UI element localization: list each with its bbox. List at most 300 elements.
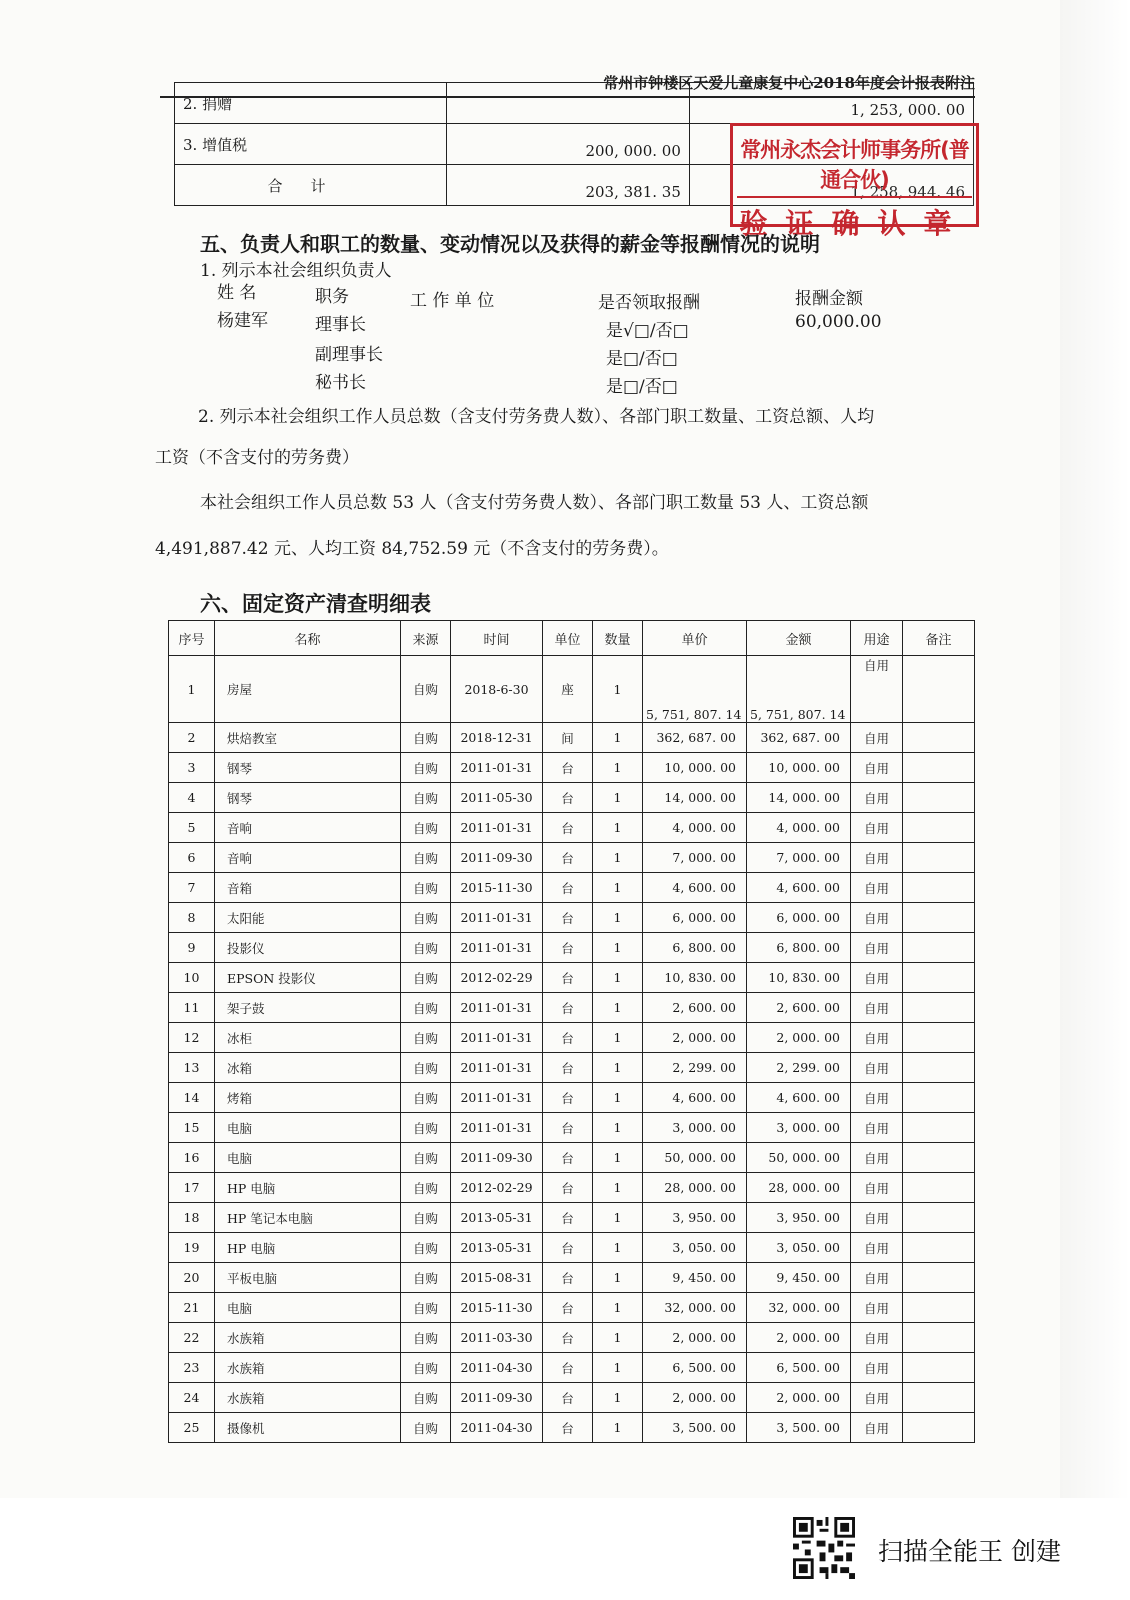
table-cell: 自购: [401, 1113, 451, 1143]
table-cell: 6: [169, 843, 215, 873]
table-cell: 2011-04-30: [451, 1413, 543, 1443]
table-cell: 14, 000. 00: [643, 783, 747, 813]
row-value: [447, 83, 690, 124]
table-cell: HP 笔记本电脑: [215, 1203, 401, 1233]
table-cell: [903, 753, 975, 783]
table-cell: 自购: [401, 753, 451, 783]
table-cell: 7, 000. 00: [747, 843, 851, 873]
table-cell: 音箱: [215, 873, 401, 903]
table-cell: 1: [593, 1143, 643, 1173]
table-cell: 自购: [401, 1353, 451, 1383]
table-cell: 台: [543, 963, 593, 993]
leader-header-unit: 工 作 单 位: [410, 291, 495, 311]
table-row: [169, 1023, 975, 1053]
table-cell: 2011-09-30: [451, 1143, 543, 1173]
table-cell: 10: [169, 963, 215, 993]
table-cell: 自用: [851, 1083, 903, 1113]
table-cell: 1: [593, 1263, 643, 1293]
table-cell: 2011-05-30: [451, 783, 543, 813]
table-cell: 10, 830. 00: [643, 963, 747, 993]
table-cell: [903, 1173, 975, 1203]
table-cell: 1: [593, 1293, 643, 1323]
table-cell: 2012-02-29: [451, 1173, 543, 1203]
table-cell: 17: [169, 1173, 215, 1203]
table-cell: 水族箱: [215, 1383, 401, 1413]
table-cell: 1: [593, 1113, 643, 1143]
table-row: [169, 873, 975, 903]
table-cell: [903, 1203, 975, 1233]
table-cell: 自用: [851, 813, 903, 843]
col-header: 序号: [169, 621, 215, 656]
table-cell: 1: [593, 1203, 643, 1233]
table-cell: 2, 000. 00: [643, 1023, 747, 1053]
table-cell: 362, 687. 00: [643, 723, 747, 753]
table-cell: 9, 450. 00: [643, 1263, 747, 1293]
table-cell: 10, 000. 00: [747, 753, 851, 783]
table-cell: 2011-01-31: [451, 753, 543, 783]
leader-position: 副理事长: [315, 345, 383, 365]
table-cell: 20: [169, 1263, 215, 1293]
assets-header-row: [169, 621, 975, 656]
table-cell: 1: [169, 656, 215, 723]
table-cell: 自购: [401, 813, 451, 843]
table-cell: 平板电脑: [215, 1263, 401, 1293]
leader-position: 理事长: [315, 315, 366, 335]
table-cell: 3, 000. 00: [643, 1113, 747, 1143]
table-cell: 自购: [401, 723, 451, 753]
table-cell: 1: [593, 1083, 643, 1113]
table-cell: 台: [543, 1143, 593, 1173]
table-cell: 烤箱: [215, 1083, 401, 1113]
table-cell: 3, 000. 00: [747, 1113, 851, 1143]
table-cell: 6, 000. 00: [643, 903, 747, 933]
table-cell: 电脑: [215, 1143, 401, 1173]
table-cell: 3, 500. 00: [747, 1413, 851, 1443]
leader-position: 秘书长: [315, 373, 366, 393]
table-cell: 台: [543, 1413, 593, 1443]
table-row: [169, 963, 975, 993]
table-cell: [903, 1023, 975, 1053]
table-cell: 自用: [851, 963, 903, 993]
table-cell: 2015-08-31: [451, 1263, 543, 1293]
table-cell: 16: [169, 1143, 215, 1173]
table-cell: 3, 050. 00: [747, 1233, 851, 1263]
table-cell: 自购: [401, 1413, 451, 1443]
table-cell: [903, 783, 975, 813]
table-cell: 4, 000. 00: [643, 813, 747, 843]
table-cell: 3, 500. 00: [643, 1413, 747, 1443]
table-cell: 13: [169, 1053, 215, 1083]
table-cell: [903, 1383, 975, 1413]
audit-seal-stamp: [730, 123, 979, 240]
table-cell: 2011-09-30: [451, 1383, 543, 1413]
table-cell: 自用: [851, 1113, 903, 1143]
table-cell: 台: [543, 1023, 593, 1053]
table-row: [169, 1383, 975, 1413]
table-cell: 4, 600. 00: [643, 1083, 747, 1113]
table-cell: 1: [593, 843, 643, 873]
table-cell: 钢琴: [215, 753, 401, 783]
table-cell: 自用: [851, 843, 903, 873]
table-cell: 28, 000. 00: [747, 1173, 851, 1203]
total-label: 合计: [175, 165, 447, 206]
table-cell: [903, 1053, 975, 1083]
table-cell: 2018-6-30: [451, 656, 543, 723]
table-cell: 2011-03-30: [451, 1323, 543, 1353]
table-cell: 自购: [401, 1263, 451, 1293]
table-cell: 1: [593, 933, 643, 963]
table-cell: 台: [543, 1323, 593, 1353]
table-cell: 架子鼓: [215, 993, 401, 1023]
row-label: 2. 捐赠: [175, 83, 447, 124]
table-cell: 5: [169, 813, 215, 843]
table-cell: 1: [593, 873, 643, 903]
table-cell: 自用: [851, 1143, 903, 1173]
table-cell: 2011-01-31: [451, 1053, 543, 1083]
col-header: 时间: [451, 621, 543, 656]
table-cell: 1: [593, 1413, 643, 1443]
scanner-watermark: 扫描全能王 创建: [878, 1537, 1061, 1566]
table-cell: [903, 656, 975, 723]
table-cell: [903, 1263, 975, 1293]
table-cell: 4, 000. 00: [747, 813, 851, 843]
col-header: 备注: [903, 621, 975, 656]
table-row: [169, 1203, 975, 1233]
table-cell: 1: [593, 903, 643, 933]
table-cell: 自用: [851, 1323, 903, 1353]
table-cell: 自购: [401, 1143, 451, 1173]
table-cell: 音响: [215, 813, 401, 843]
table-cell: 1: [593, 1173, 643, 1203]
table-cell: 台: [543, 1113, 593, 1143]
table-cell: 10, 830. 00: [747, 963, 851, 993]
leader-header-paid: 是否领取报酬: [598, 293, 700, 313]
table-cell: 摄像机: [215, 1413, 401, 1443]
table-cell: 座: [543, 656, 593, 723]
table-cell: 自用: [851, 933, 903, 963]
table-cell: [903, 1413, 975, 1443]
table-cell: 5, 751, 807. 14: [643, 656, 747, 723]
table-cell: 2: [169, 723, 215, 753]
table-cell: 5, 751, 807. 14: [747, 656, 851, 723]
table-cell: 12: [169, 1023, 215, 1053]
table-cell: 自用: [851, 993, 903, 1023]
table-cell: 2011-01-31: [451, 993, 543, 1023]
table-row: [169, 783, 975, 813]
table-cell: 自用: [851, 1383, 903, 1413]
table-cell: 台: [543, 993, 593, 1023]
table-cell: 2, 600. 00: [643, 993, 747, 1023]
table-cell: 1: [593, 1323, 643, 1353]
table-cell: 1: [593, 723, 643, 753]
table-row: [169, 1143, 975, 1173]
row-value: 200, 000. 00: [447, 124, 690, 165]
table-cell: 32, 000. 00: [643, 1293, 747, 1323]
table-cell: 10, 000. 00: [643, 753, 747, 783]
table-cell: 22: [169, 1323, 215, 1353]
qr-code-icon: [793, 1517, 855, 1579]
table-cell: 8: [169, 903, 215, 933]
table-cell: 1: [593, 963, 643, 993]
table-cell: 电脑: [215, 1113, 401, 1143]
table-cell: 自用: [851, 903, 903, 933]
section5-title: 五、负责人和职工的数量、变动情况以及获得的薪金等报酬情况的说明: [200, 232, 820, 256]
table-cell: 台: [543, 813, 593, 843]
table-cell: 台: [543, 1383, 593, 1413]
table-cell: 台: [543, 903, 593, 933]
table-cell: 24: [169, 1383, 215, 1413]
table-cell: [903, 1143, 975, 1173]
table-cell: 台: [543, 873, 593, 903]
leader-header-name: 姓 名: [217, 283, 257, 303]
leader-paid: 是□/否□: [606, 349, 678, 369]
table-cell: 6, 500. 00: [747, 1353, 851, 1383]
table-cell: 2, 000. 00: [643, 1383, 747, 1413]
table-cell: 1: [593, 1053, 643, 1083]
table-cell: 28, 000. 00: [643, 1173, 747, 1203]
table-cell: 21: [169, 1293, 215, 1323]
table-cell: 自用: [851, 1173, 903, 1203]
table-cell: [903, 873, 975, 903]
table-cell: 冰柜: [215, 1023, 401, 1053]
table-row: [169, 1413, 975, 1443]
row-value: 203, 381. 35: [447, 165, 690, 206]
table-cell: [903, 1353, 975, 1383]
table-row: [169, 933, 975, 963]
table-cell: 自购: [401, 963, 451, 993]
table-cell: 自购: [401, 1293, 451, 1323]
table-cell: 台: [543, 1263, 593, 1293]
table-cell: 自购: [401, 1233, 451, 1263]
table-cell: 自购: [401, 1383, 451, 1413]
table-cell: 台: [543, 933, 593, 963]
table-cell: 2, 299. 00: [747, 1053, 851, 1083]
table-cell: 2012-02-29: [451, 963, 543, 993]
table-cell: 1: [593, 993, 643, 1023]
table-cell: 2, 000. 00: [643, 1323, 747, 1353]
table-cell: 2, 000. 00: [747, 1023, 851, 1053]
section6-title: 六、固定资产清查明细表: [200, 591, 431, 616]
page-edge-shadow: [1060, 0, 1130, 1510]
table-cell: 14: [169, 1083, 215, 1113]
table-cell: 1: [593, 783, 643, 813]
table-cell: [903, 1113, 975, 1143]
col-header: 金额: [747, 621, 851, 656]
table-cell: 自用: [851, 1023, 903, 1053]
table-row: [169, 753, 975, 783]
table-cell: 2011-01-31: [451, 813, 543, 843]
table-cell: 2013-05-31: [451, 1203, 543, 1233]
table-row: [175, 83, 974, 124]
table-cell: 房屋: [215, 656, 401, 723]
table-cell: 9, 450. 00: [747, 1263, 851, 1293]
table-cell: [903, 1293, 975, 1323]
table-row: [169, 1293, 975, 1323]
table-cell: 台: [543, 1083, 593, 1113]
table-cell: 4: [169, 783, 215, 813]
section5-sub2-line2: 工资（不含支付的劳务费）: [155, 448, 359, 468]
table-cell: HP 电脑: [215, 1173, 401, 1203]
table-cell: 2, 299. 00: [643, 1053, 747, 1083]
table-cell: 台: [543, 783, 593, 813]
table-cell: 2013-05-31: [451, 1233, 543, 1263]
table-row: [169, 1053, 975, 1083]
table-cell: 2011-01-31: [451, 903, 543, 933]
leader-amount: 60,000.00: [795, 312, 882, 332]
col-header: 单位: [543, 621, 593, 656]
table-cell: 50, 000. 00: [747, 1143, 851, 1173]
table-cell: 1: [593, 813, 643, 843]
table-cell: 2011-09-30: [451, 843, 543, 873]
table-cell: 2011-01-31: [451, 1083, 543, 1113]
table-cell: 音响: [215, 843, 401, 873]
row-label: 3. 增值税: [175, 124, 447, 165]
leader-header-position: 职务: [315, 287, 349, 307]
table-cell: HP 电脑: [215, 1233, 401, 1263]
table-cell: 烘焙教室: [215, 723, 401, 753]
table-row: [169, 1233, 975, 1263]
table-cell: 自购: [401, 656, 451, 723]
seal-line-firm: 常州永杰会计师事务所(普通合伙): [737, 134, 972, 198]
table-cell: [903, 903, 975, 933]
table-row: [169, 903, 975, 933]
table-cell: 2018-12-31: [451, 723, 543, 753]
fixed-assets-table: [168, 620, 975, 1443]
table-cell: 6, 800. 00: [643, 933, 747, 963]
leader-paid: 是√□/否□: [606, 321, 689, 341]
table-cell: 自用: [851, 723, 903, 753]
table-cell: 自用: [851, 1413, 903, 1443]
table-cell: 自购: [401, 1023, 451, 1053]
table-cell: 50, 000. 00: [643, 1143, 747, 1173]
table-cell: 太阳能: [215, 903, 401, 933]
table-cell: 6, 800. 00: [747, 933, 851, 963]
table-cell: 6, 000. 00: [747, 903, 851, 933]
table-cell: 自用: [851, 1053, 903, 1083]
table-cell: 4, 600. 00: [747, 1083, 851, 1113]
table-row: [169, 1113, 975, 1143]
table-cell: 19: [169, 1233, 215, 1263]
table-cell: 2, 000. 00: [747, 1323, 851, 1353]
table-cell: 自用: [851, 1233, 903, 1263]
table-row: [169, 1263, 975, 1293]
col-header: 用途: [851, 621, 903, 656]
table-cell: 7, 000. 00: [643, 843, 747, 873]
table-cell: 电脑: [215, 1293, 401, 1323]
table-cell: 台: [543, 1053, 593, 1083]
table-cell: [903, 723, 975, 753]
table-cell: 2011-01-31: [451, 1023, 543, 1053]
table-cell: 2, 600. 00: [747, 993, 851, 1023]
table-cell: 1: [593, 656, 643, 723]
leader-name: 杨建军: [217, 311, 268, 331]
table-cell: 自购: [401, 903, 451, 933]
table-cell: 台: [543, 1233, 593, 1263]
table-cell: [903, 1083, 975, 1113]
table-cell: 冰箱: [215, 1053, 401, 1083]
assets-body: [169, 656, 975, 1443]
table-cell: 11: [169, 993, 215, 1023]
table-cell: [903, 933, 975, 963]
table-cell: 1: [593, 1383, 643, 1413]
table-cell: 32, 000. 00: [747, 1293, 851, 1323]
table-row: [169, 843, 975, 873]
staff-summary-line2: 4,491,887.42 元、人均工资 84,752.59 元（不含支付的劳务费）。: [155, 539, 669, 559]
col-header: 名称: [215, 621, 401, 656]
table-cell: 362, 687. 00: [747, 723, 851, 753]
table-cell: 台: [543, 1203, 593, 1233]
table-row: [169, 656, 975, 723]
table-cell: 2011-04-30: [451, 1353, 543, 1383]
table-cell: 3, 950. 00: [747, 1203, 851, 1233]
table-cell: 25: [169, 1413, 215, 1443]
table-cell: 7: [169, 873, 215, 903]
table-cell: 自用: [851, 873, 903, 903]
table-cell: 2, 000. 00: [747, 1383, 851, 1413]
section5-sub1: 1. 列示本社会组织负责人: [200, 261, 392, 281]
table-cell: 水族箱: [215, 1353, 401, 1383]
row-value: 1, 253, 000. 00: [689, 83, 973, 124]
table-cell: 自购: [401, 933, 451, 963]
table-cell: 自用: [851, 1263, 903, 1293]
col-header: 单价: [643, 621, 747, 656]
table-cell: EPSON 投影仪: [215, 963, 401, 993]
table-cell: 台: [543, 1293, 593, 1323]
table-cell: 2015-11-30: [451, 1293, 543, 1323]
table-cell: [903, 813, 975, 843]
table-cell: 3, 050. 00: [643, 1233, 747, 1263]
table-cell: [903, 1323, 975, 1353]
table-cell: 自购: [401, 783, 451, 813]
table-cell: 自用: [851, 1203, 903, 1233]
table-cell: 2015-11-30: [451, 873, 543, 903]
col-header: 来源: [401, 621, 451, 656]
table-cell: 15: [169, 1113, 215, 1143]
table-row: [169, 1083, 975, 1113]
table-cell: [903, 993, 975, 1023]
table-row: [169, 1353, 975, 1383]
seal-line-confirm: 验证确认章: [739, 207, 970, 240]
table-cell: 自用: [851, 656, 903, 723]
table-row: [169, 993, 975, 1023]
table-cell: 1: [593, 753, 643, 783]
table-cell: 自用: [851, 1353, 903, 1383]
section5-sub2-line1: 2. 列示本社会组织工作人员总数（含支付劳务费人数）、各部门职工数量、工资总额、人均: [198, 407, 875, 427]
table-cell: 自购: [401, 843, 451, 873]
table-row: [169, 723, 975, 753]
table-cell: 23: [169, 1353, 215, 1383]
table-cell: [903, 843, 975, 873]
table-cell: 水族箱: [215, 1323, 401, 1353]
table-cell: 1: [593, 1023, 643, 1053]
table-cell: 台: [543, 1353, 593, 1383]
table-cell: 4, 600. 00: [643, 873, 747, 903]
table-cell: 钢琴: [215, 783, 401, 813]
table-cell: 自购: [401, 1083, 451, 1113]
table-cell: 自购: [401, 1173, 451, 1203]
table-row: [169, 813, 975, 843]
table-cell: 台: [543, 1173, 593, 1203]
table-cell: 自用: [851, 753, 903, 783]
table-cell: 2011-01-31: [451, 933, 543, 963]
row-value: 1, 258, 944. 46: [689, 165, 973, 206]
table-cell: [903, 1233, 975, 1263]
table-cell: 4, 600. 00: [747, 873, 851, 903]
table-cell: 自购: [401, 1203, 451, 1233]
col-header: 数量: [593, 621, 643, 656]
leader-paid: 是□/否□: [606, 377, 678, 397]
table-row: [169, 1173, 975, 1203]
